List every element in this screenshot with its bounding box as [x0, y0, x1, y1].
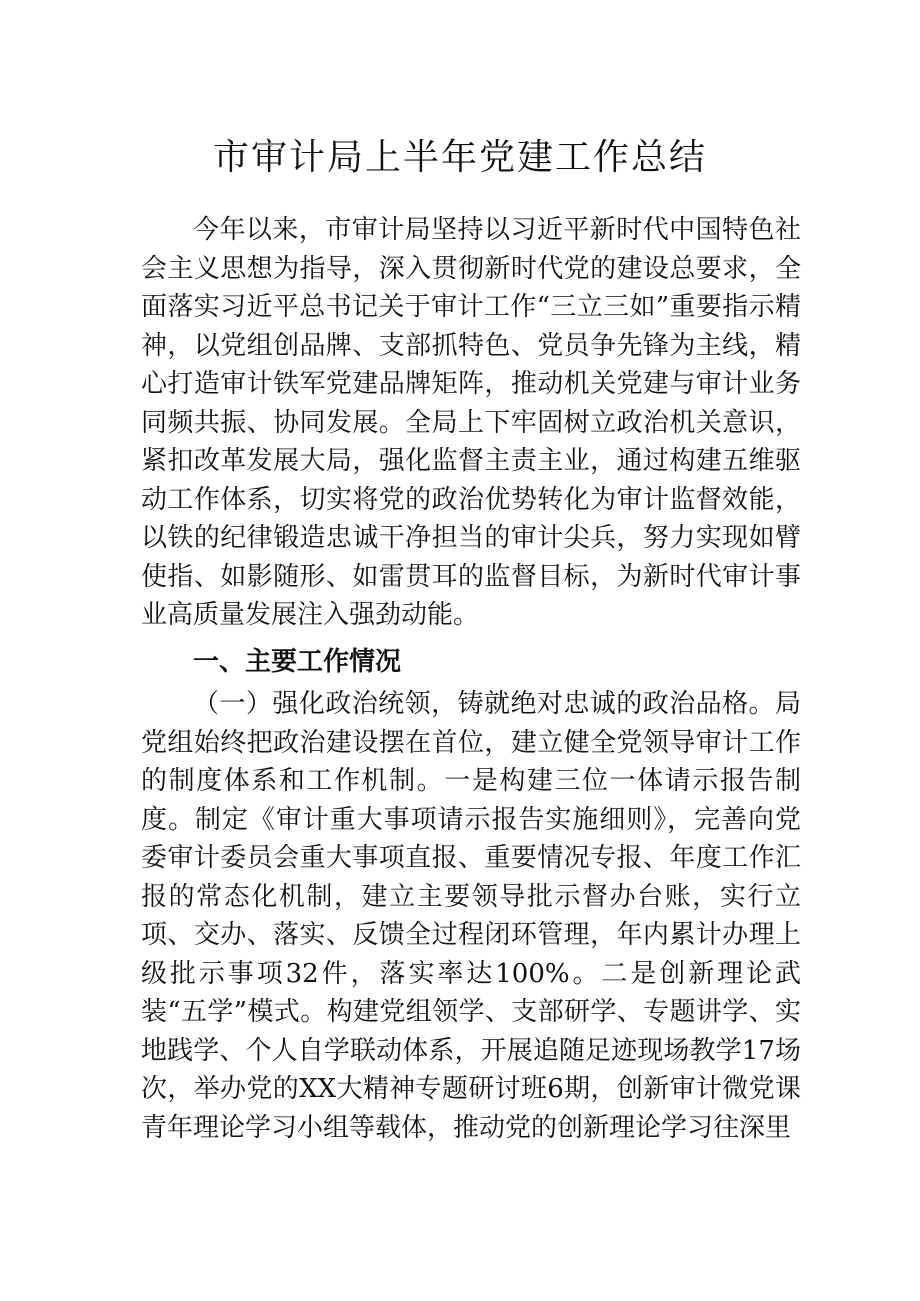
- section-paragraph: （一）强化政治统领，铸就绝对忠诚的政治品格。局党组始终把政治建设摆在首位，建立健全党领导审计工作的制度体系和工作机制。一是构建三位一体请示报告制度。制定《审计重大事项请示报告实施细则》，完善向党委审计委员会重大事项直报、重要情况专报、年度工作汇报的常态化机制，建立主要领导批示督办台账，实行立项、交办、落实、反馈全过程闭环管理，年内累计办理上级批示事项32件，落实率达100%。二是创新理论武装“五学”模式。构建党组领学、支部研学、专题讲学、实地践学、个人自学联动体系，开展追随足迹现场教学17场次，举办党的XX大精神专题研讨班6期，创新审计微党课青年理论学习小组等载体，推动党的创新理论学习往深里: [141, 689, 801, 1143]
- section-heading: 一、主要工作情况: [193, 647, 402, 677]
- intro-paragraph: 今年以来，市审计局坚持以习近平新时代中国特色社会主义思想为指导，深入贯彻新时代党的建设总要求，全面落实习近平总书记关于审计工作“三立三如”重要指示精神，以党组创品牌、支部抓特色、党员争先锋为主线，精心打造审计铁军党建品牌矩阵，推动机关党建与审计业务同频共振、协同发展。全局上下牢固树立政治机关意识，紧扣改革发展大局，强化监督主责主业，通过构建五维驱动工作体系，切实将党的政治优势转化为审计监督效能，以铁的纪律锻造忠诚干净担当的审计尖兵，努力实现如臂使指、如影随形、如雷贯耳的监督目标，为新时代审计事业高质量发展注入强劲动能。: [141, 215, 801, 630]
- document-title: 市审计局上半年党建工作总结: [212, 137, 707, 178]
